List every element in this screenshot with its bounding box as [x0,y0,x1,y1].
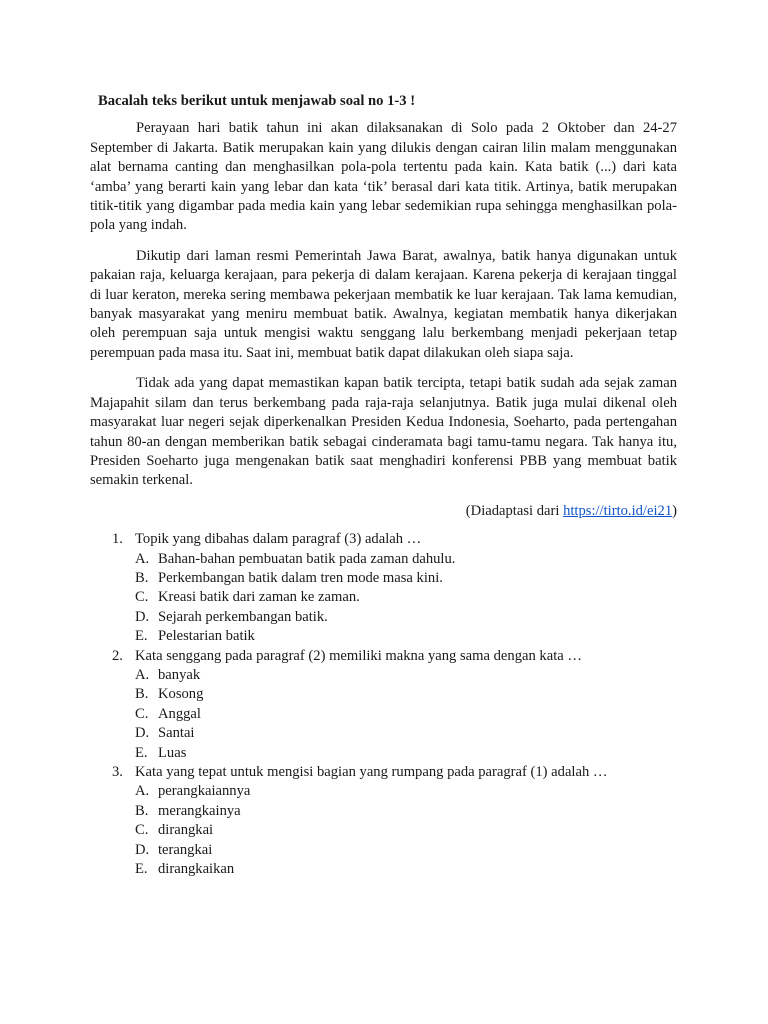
question-number: 2. [112,647,123,664]
option-item [135,802,677,821]
question-text: Kata senggang pada paragraf (2) memiliki makna yang sama dengan kata … [135,647,582,664]
reading-paragraph-1: Perayaan hari batik tahun ini akan dilaksanakan di Solo pada 2 Oktober dan 24-27 September di Jakarta. Batik merupakan kain yang dilukis dengan cairan lilin malam menggunakan alat bernama canting dan menghasilkan pola-pola tertentu pada kain. Kata batik (...) dari kata ‘amba’ yang berarti kain yang lebar dan kata ‘tik’ berasal dari kata titik. Artinya, batik merupakan titik-titik yang digambar pada media kain yang lebar sedemikian rupa sehingga menghasilkan pola-pola yang indah. [90,120,677,234]
option-item [135,550,677,569]
option-text: terangkai [158,841,213,858]
option-letter: B. [135,686,149,703]
question-list [90,530,677,879]
question-text: Kata yang tepat untuk mengisi bagian yang rumpang pada paragraf (1) adalah … [135,764,608,780]
option-item [135,685,677,704]
question-number: 1. [112,531,123,548]
option-letter: E. [135,628,148,645]
option-item [135,705,677,724]
question-item [90,763,677,879]
option-letter: C. [135,822,149,839]
document-page [90,92,677,879]
option-text: Pelestarian batik [158,628,255,645]
option-letter: B. [135,802,149,819]
option-letter: A. [135,666,150,683]
option-letter: C. [135,705,149,722]
option-text: perangkaiannya [158,783,251,800]
option-item [135,821,677,840]
instruction-heading: Bacalah teks berikut untuk menjawab soal no 1-3 ! [98,93,416,109]
reading-paragraph-3: Tidak ada yang dapat memastikan kapan batik tercipta, tetapi batik sudah ada sejak zaman Majapahit silam dan terus berkembang pada raja-raja selanjutnya. Batik juga mulai dikenal oleh masyarakat luar negeri sejak diperkenalkan Presiden Kedua Indonesia, Soeharto, pada pertengahan tahun 80-an dengan memberikan batik sebagai cinderamata bagi tamu-tamu negara. Tak hanya itu, Presiden Soeharto juga mengenakan batik saat menghadiri konferensi PBB yang membuat batik semakin terkenal. [90,375,677,489]
option-letter: D. [135,841,150,858]
option-letter: B. [135,569,149,586]
option-item [135,588,677,607]
question-item [90,530,677,646]
option-item [135,782,677,801]
option-item [135,744,677,763]
option-item [135,627,677,646]
option-text: dirangkaikan [158,861,235,878]
option-item [135,860,677,879]
option-list [135,550,677,647]
question-item [90,647,677,763]
option-item [135,724,677,743]
option-letter: A. [135,550,150,567]
option-letter: A. [135,783,150,800]
option-list [135,782,677,879]
question-text: Topik yang dibahas dalam paragraf (3) adalah … [135,531,422,548]
option-letter: E. [135,744,148,761]
option-text: Bahan-bahan pembuatan batik pada zaman dahulu. [158,550,456,567]
option-item [135,841,677,860]
source-prefix: (Diadaptasi dari [465,502,564,519]
option-text: banyak [158,666,201,683]
question-number: 3. [112,764,123,780]
option-text: Anggal [158,705,201,722]
option-letter: D. [135,608,150,625]
option-letter: D. [135,725,150,742]
option-letter: E. [135,861,148,878]
option-text: dirangkai [158,822,214,839]
option-item [135,608,677,627]
option-text: Kreasi batik dari zaman ke zaman. [158,589,360,606]
option-item [135,666,677,685]
option-letter: C. [135,589,149,606]
option-text: Luas [158,744,187,761]
option-text: merangkainya [158,802,241,819]
option-item [135,569,677,588]
source-citation [90,502,677,521]
option-text: Sejarah perkembangan batik. [158,608,328,625]
reading-paragraph-2: Dikutip dari laman resmi Pemerintah Jawa Barat, awalnya, batik hanya digunakan untuk pakaian raja, keluarga kerajaan, para pekerja di dalam kerajaan. Karena pekerja di kerajaan tinggal di luar keraton, mereka sering membawa pekerjaan membatik ke luar kerajaan. Tak lama kemudian, banyak masyarakat yang meniru membuat batik. Awalnya, kegiatan membatik hanya dikerjakan oleh perempuan saja untuk mengisi waktu senggang lalu berkembang menjadi pekerjaan tetap perempuan pada masa itu. Saat ini, membuat batik dapat dilakukan oleh siapa saja. [90,247,677,361]
option-text: Santai [158,725,195,742]
source-suffix: ) [672,502,677,519]
option-text: Kosong [158,686,204,703]
option-text: Perkembangan batik dalam tren mode masa kini. [158,569,443,586]
option-list [135,666,677,763]
source-link[interactable]: https://tirto.id/ei21 [563,502,673,519]
